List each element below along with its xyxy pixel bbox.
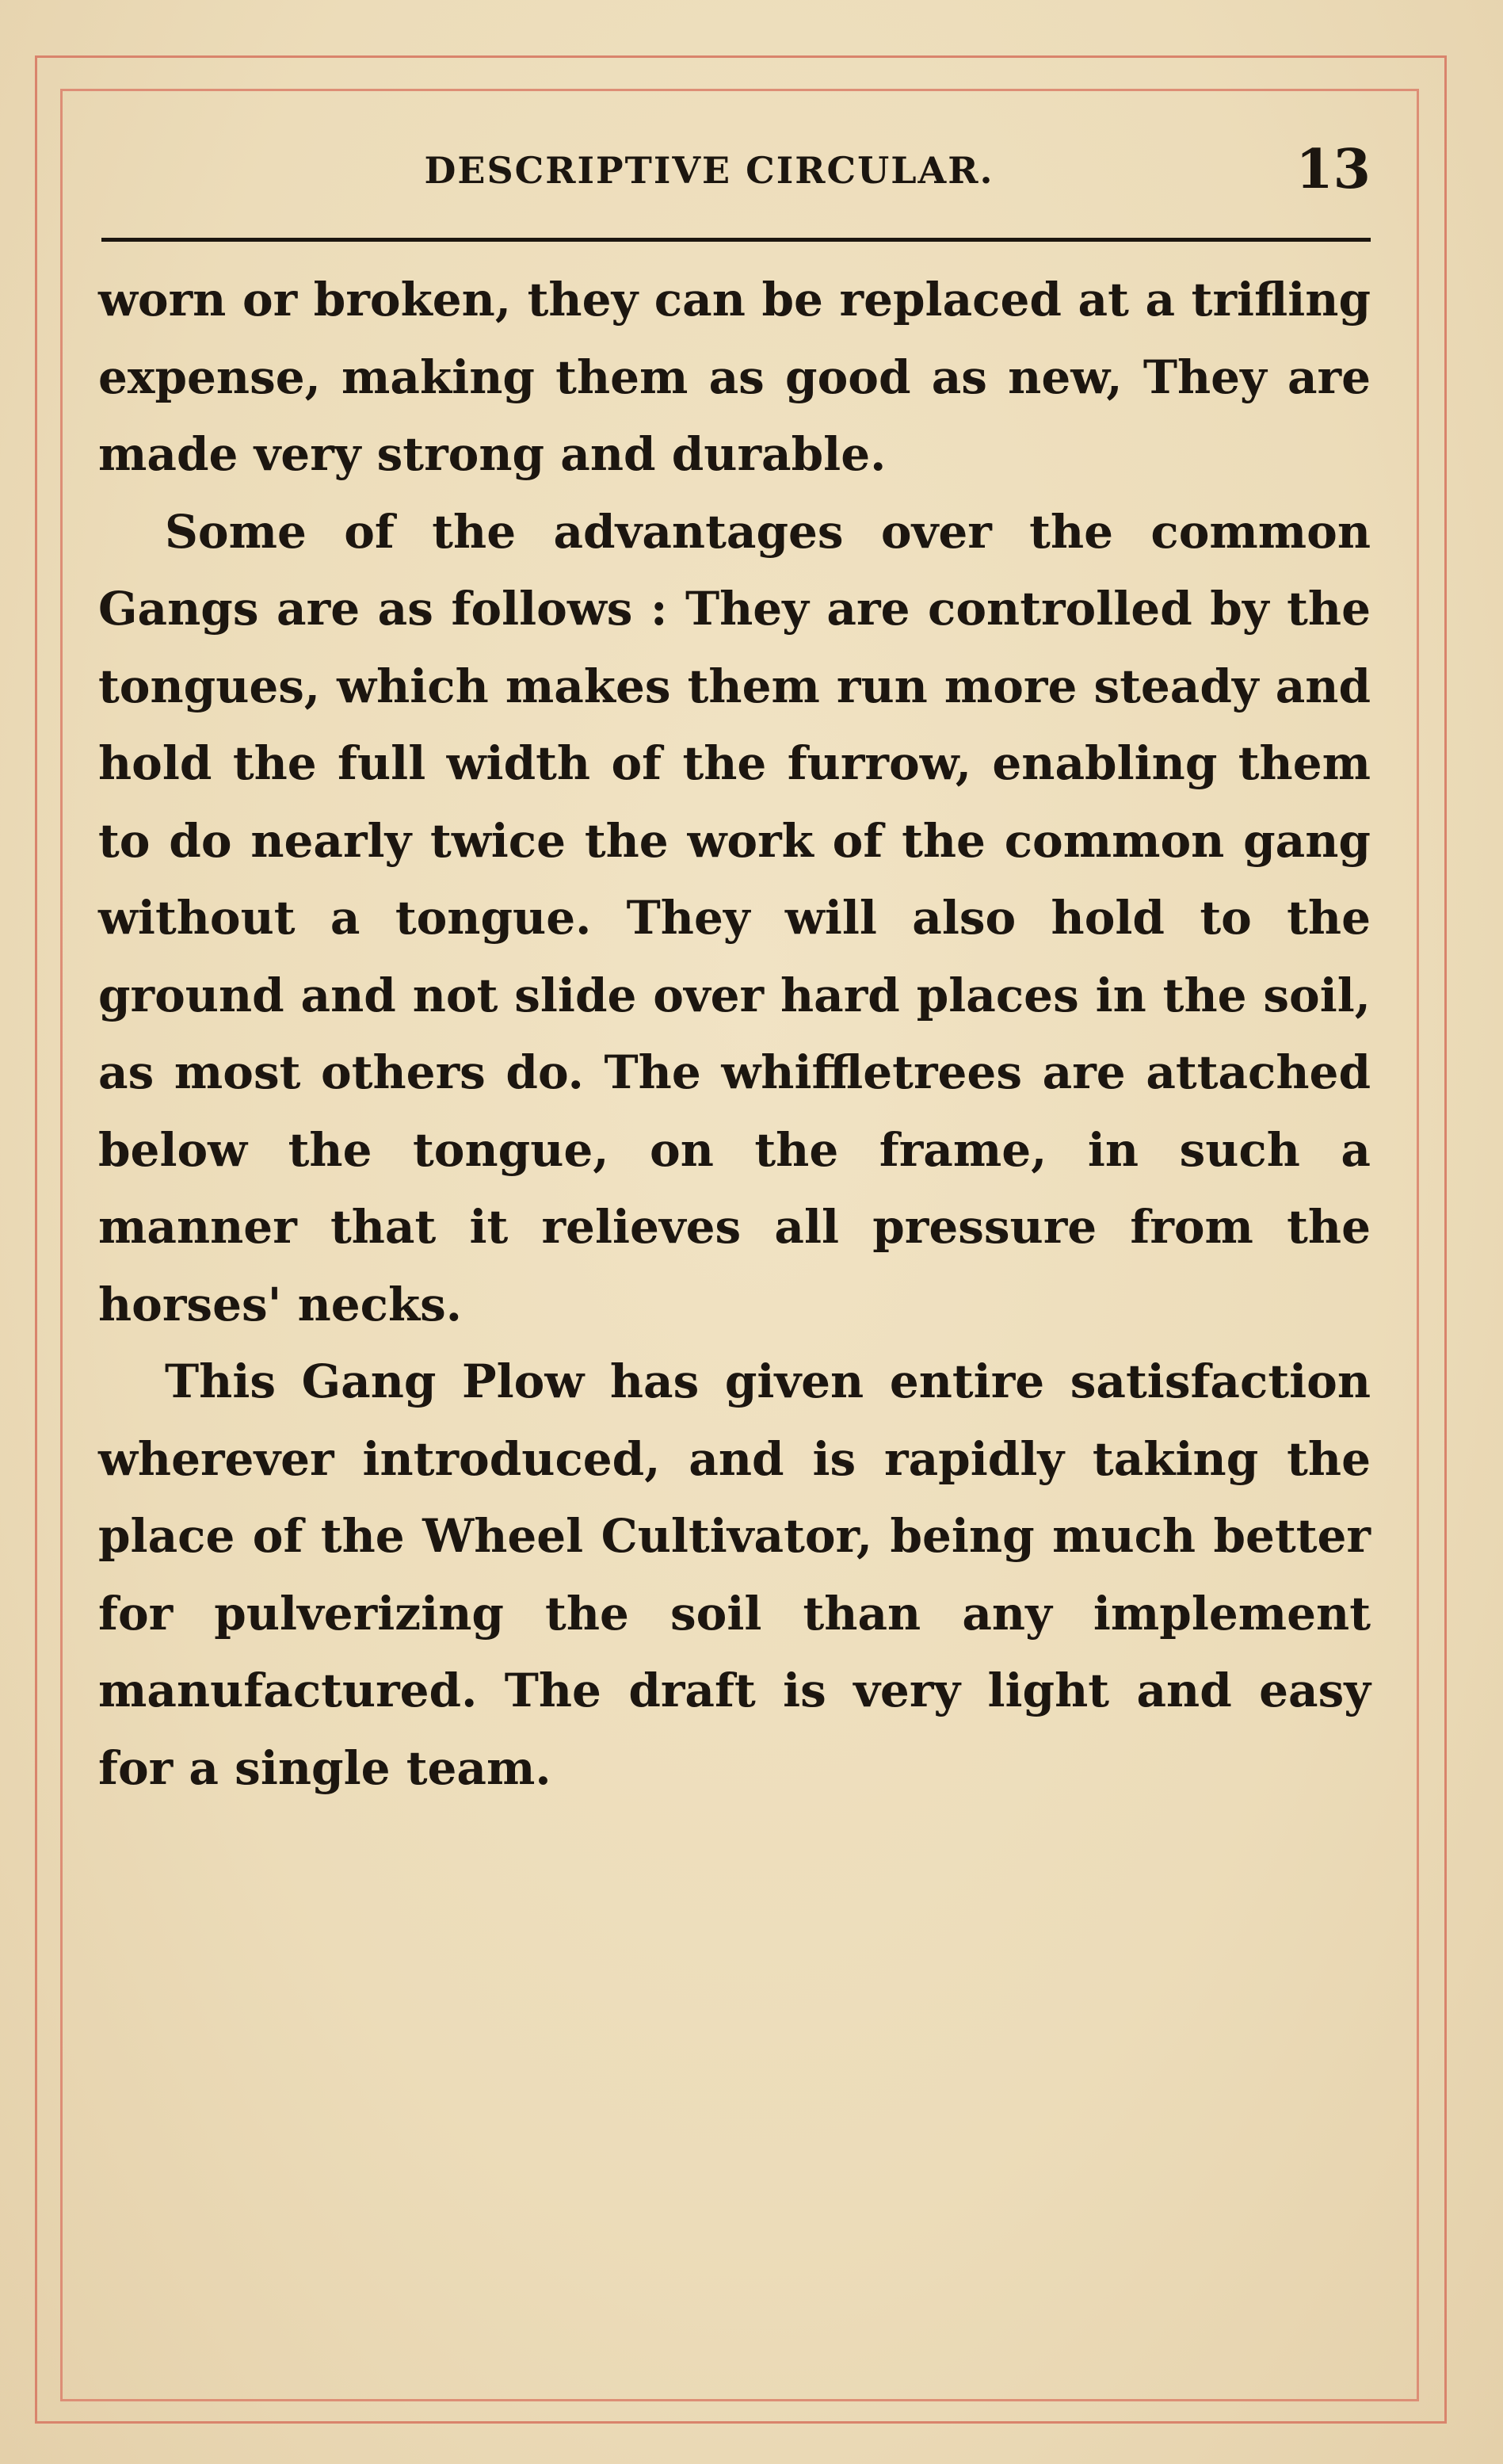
paragraph-continued: worn or broken, they can be replaced at a trifling expense, making them as good as new, They are made very strong and durable. — [98, 273, 1371, 481]
page-header — [95, 135, 1371, 214]
page-number: 13 — [1295, 138, 1371, 201]
header-rule — [101, 238, 1371, 242]
paragraph-satisfaction: This Gang Plow has given entire satisfaction wherever introduced, and is rapidly taking the place of the Wheel Cultivator, being much better for pulverizing the soil than any implement manufactured. The draft is very light and easy for a single team. — [98, 1354, 1371, 1795]
running-head: DESCRIPTIVE CIRCULAR. — [424, 149, 994, 192]
body-text — [98, 262, 1371, 1807]
paragraph-advantages: Some of the advantages over the common Gangs are as follows : They are controlled by the tongues, which makes them run more steady and hold the full width of the furrow, enabling them to do nearly twice the work of the common gang without a tongue. They will also hold to the ground and not slide over hard places in the soil, as most others do. The whiffletrees are attached below the tongue, on the frame, in such a manner that it relieves all pressure from the horses' necks. — [98, 504, 1371, 1331]
